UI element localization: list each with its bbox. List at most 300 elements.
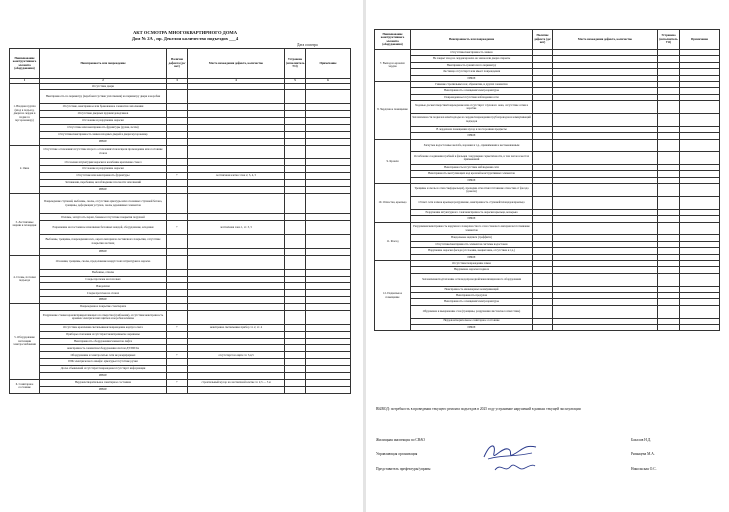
note-cell [306,145,351,159]
signatory-name-2: Рязанцева М.А. [631,452,655,456]
defect-cell: ИНОЕ [40,386,167,393]
section-name: 2. Окна [10,145,40,193]
defect-cell: Отсутствие, неисправное или бракованное элементов заполнения [40,104,167,111]
defect-cell: Разрушение/неисправность наружного поверхностного слоя стенового материала/отслаивание элементов [411,222,533,235]
note-cell [306,338,351,345]
presence-cell [167,83,188,90]
location-cell [188,235,285,249]
note-cell [306,221,351,235]
table-row [375,305,720,318]
location-cell: неисправна светильника прибор эт. 2, эт. 4 [188,324,285,331]
table-row [10,180,351,187]
header-presence: Наличие дефекта (да/нет) [167,49,188,79]
defect-cell: ИНОЕ [40,138,167,145]
presence-cell: + [167,173,188,180]
table-row [375,324,720,330]
defect-cell: Отсутствие/повреждение замка [411,261,533,267]
defect-cell: Неисправность/отсутствие наблюдения сети [411,165,533,171]
table-row [375,101,720,114]
presence-cell [167,248,188,255]
location-cell [188,111,285,118]
section-name: 3. Лестничные марши и площадки [10,193,40,255]
fixed-cell [285,111,306,118]
defect-cell: Неисправность выступающих над кровлей конструктивных элементов [411,171,533,177]
table-row [375,184,720,197]
fixed-cell [658,139,680,152]
defect-cell: Обрушение и выкрашение стен (трещины, разрушения листов/несоответствие) [411,305,533,318]
table-row [10,276,351,283]
presence-cell [167,104,188,111]
table-row [10,324,351,331]
presence-cell [167,180,188,187]
defect-cell: ИНОЕ [40,186,167,193]
note-cell [306,248,351,255]
note-cell [680,197,720,210]
table-row [10,124,351,131]
fixed-cell [285,290,306,297]
defect-cell: Разрешение на постоянное изношение бетонных каждой, оборудование, кладовки [40,221,167,235]
note-cell [306,90,351,104]
location-cell [188,83,285,90]
note-cell [680,324,720,330]
table-row [10,297,351,304]
location-cell [188,359,285,366]
table-row [375,273,720,286]
col-number: 2 [40,79,167,84]
location-cell [188,131,285,138]
location-cell [553,152,658,165]
document-title [60,30,310,42]
col-number: 5 [285,79,306,84]
defect-cell: ИНОЕ [40,248,167,255]
presence-cell [167,359,188,366]
fixed-cell [285,331,306,338]
defect-cell: ИНОЕ [411,254,533,260]
defect-cell: Оголения, трещины, сколы, продолжение вокругслоях штукатурки и окраска [40,255,167,269]
fixed-cell [285,297,306,304]
defect-cell: Гниение стропильных ног, обрешетки, и других элементов [411,81,533,87]
presence-cell [167,290,188,297]
fixed-cell [285,352,306,359]
presence-cell [167,269,188,276]
table-row [10,248,351,255]
location-cell [188,180,285,187]
defect-cell: Нарушение окраски фасада (отслоение, выцветание, отсутствие и т.д.) [411,248,533,254]
fixed-cell [285,221,306,235]
defect-cell: Неисправность по периметру (перебоиотсуствие уплотнения) на периметру двери и коробки [40,90,167,104]
section-name: 6. Санитарное состояние [10,379,40,393]
header-note: Примечание [306,49,351,79]
note-cell [306,345,351,352]
location-cell [553,273,658,286]
defect-cell: ИНОЕ [40,373,167,380]
location-cell [553,139,658,152]
col-number: 6 [306,79,351,84]
presence-cell [167,386,188,393]
note-cell [306,214,351,221]
defect-cell: Неисправность освещения/электроарматуры [411,88,533,94]
fixed-cell [285,366,306,373]
fixed-cell [285,276,306,283]
presence-cell [167,283,188,290]
defect-cell: Отсутствие крепления светильников/повреждение корпуса света [40,324,167,331]
fixed-cell [285,83,306,90]
location-cell [188,193,285,214]
fixed-cell [658,113,680,126]
presence-cell [167,193,188,214]
presence-cell [533,113,553,126]
defect-cell: Отсвет сети и ямок крыльца/разрушение, неисправность ступеней/площадок/крыльца [411,197,533,210]
presence-cell [167,90,188,104]
defect-cell: ИНОЕ [411,324,533,330]
conclusion-text: ВЫВОД: потребность в проведении текущего ремонта подъездов в 2025 году устранение нарушений в рамках текущей эксплуатации [376,407,581,411]
signatory-role-3: Представитель префектуры/управы [376,467,431,471]
defect-cell: Отсутствие двери [40,83,167,90]
defect-cell: Отсутствие или неисправность фурнитуры (ручки, петли) [40,124,167,131]
note-cell [306,304,351,311]
presence-cell [533,184,553,197]
note-cell [306,386,351,393]
defect-cell: Ослабление соединения гребней и фальцев / нарушение герметичности, в том числе в местах примыканий [411,152,533,165]
header-fixed: Устранено (исполнитель УО) [658,30,680,50]
defect-cell: Захламленности подвалов или/подходы на чердак/повреждения трубопроводов и коммуникаций подходов [411,113,533,126]
location-cell [188,290,285,297]
title-line-2: Дом № 2А , пр. Декелон количество подъездов ___4 [131,36,239,41]
note-cell [306,186,351,193]
defect-cell: Следы протечек на стенах [40,290,167,297]
location-cell [188,331,285,338]
table-row [10,359,351,366]
header-defect: Неисправность или повреждение [411,30,533,50]
location-cell [188,297,285,304]
location-cell [188,338,285,345]
table-row [10,138,351,145]
defect-cell: Неисправность инженерных коммуникаций [411,286,533,292]
presence-cell [167,145,188,159]
defect-cell: Неисправность оборудования/элементов лифта [40,338,167,345]
location-cell [553,184,658,197]
presence-cell: + [167,379,188,386]
presence-cell [167,338,188,345]
fixed-cell [658,324,680,330]
inspection-date-label: Дата осмотра [297,43,318,47]
defect-cell: Неисправность освещения/электроарматуры [411,299,533,305]
fixed-cell [285,124,306,131]
section-name: 10. Отмостка, крыльцо [375,184,411,222]
table-row [375,152,720,165]
presence-cell [167,124,188,131]
header-note: Примечание [680,30,720,50]
defect-cell: В чердачном помещении мусор и посторонние предметы [411,126,533,132]
title-line-1: АКТ ОСМОТРА МНОГОКВАРТИРНОГО ДОМА [132,30,238,35]
fixed-cell [285,248,306,255]
defect-cell: Вандальные надписи (граффити) [411,235,533,241]
location-cell [188,304,285,311]
header-fixed: Устранено (исполнитель УО) [285,49,306,79]
table-row [10,338,351,345]
section-name: 1. Входная группа (вход в подъезд, двери на чердак в подвал в мусорокамеру) [10,83,40,145]
note-cell [306,111,351,118]
defect-cell: неисправность элементов/оборудования систем ДУ/ППЗА [40,345,167,352]
table-row [10,90,351,104]
presence-cell [533,139,553,152]
table-row [10,235,351,249]
table-row [10,214,351,221]
fixed-cell [285,235,306,249]
table-row [375,197,720,210]
defect-cell: Не закрыт вход на чердак/кровлю на замок или двери открыты [411,56,533,62]
table-row [10,166,351,173]
signatory-name-3: Никольская О.С. [631,467,657,471]
fixed-cell [285,359,306,366]
defect-cell: ИНОЕ [40,297,167,304]
defect-cell: Ходовые доски/отверстия/повреждение или отсутствует слухового окна, отсутствие сетки в коробке [411,101,533,114]
header-element: Наименование конструктивного элемента (оборудования) [375,30,411,50]
defect-cell: Нарушение окраски подвала [411,267,533,273]
defect-cell: Отсутствие/неисправность замков [411,50,533,56]
fixed-cell [285,173,306,180]
note-cell [306,331,351,338]
presence-cell [167,297,188,304]
location-cell: лестничная клетка этаж 2, 3, 4, 5 [188,173,285,180]
table-row [375,222,720,235]
section-name: 9. Кровля [375,139,411,184]
location-cell [188,366,285,373]
section-name: 4. Стены, потолки подъезда [10,255,40,303]
header-presence: Наличие дефекта (да/нет) [533,30,553,50]
location-cell [188,186,285,193]
note-cell [680,139,720,152]
header-element: Наименование конструктивного элемента (оборудования) [10,49,40,79]
presence-cell [533,273,553,286]
note-cell [306,83,351,90]
defect-cell: Неудовлетворительное санитарное состояние [411,318,533,324]
defect-cell: Повреждение ступеней, выбоины, сколы, отсутствие арматуры или оголенных ступеней бетона, трещины, деформация уступов, сколы деревянных элементов [40,193,167,214]
presence-cell: + [167,221,188,235]
defect-cell: Следы протечек на потолках [40,276,167,283]
table-row [10,345,351,352]
defect-cell: Неисправность гранитоля по периметру [411,62,533,68]
table-row [10,131,351,138]
fixed-cell [285,379,306,386]
presence-cell [167,304,188,311]
fixed-cell [285,159,306,166]
note-cell [306,373,351,380]
location-cell [553,101,658,114]
presence-cell [167,166,188,173]
defect-cell: ИНОЕ [411,216,533,222]
note-cell [306,180,351,187]
defect-cell: Разрушение штукатурного слоя/неисправность окраски крыльца, козырька [411,209,533,215]
location-cell [553,305,658,318]
fixed-cell [658,222,680,235]
location-cell [553,324,658,330]
fixed-cell [285,269,306,276]
header-defect: Неисправность или повреждение [40,49,167,79]
note-cell [680,222,720,235]
col-number: 4 [188,79,285,84]
fixed-cell [285,324,306,331]
table-row [10,310,351,324]
defect-cell: Приборы отопления отсутствуют/неисправны/не окрашены [40,331,167,338]
defect-cell: Отсутствие/неисправность замков входных дверей в двери мусорокамер [40,131,167,138]
presence-cell [533,197,553,210]
signatory-role-2: Управляющая организация [376,452,418,456]
defect-cell: ИНОЕ [411,177,533,183]
defect-cell: Оборудование и электросетью сети не резервуарных [40,352,167,359]
note-cell [306,366,351,373]
presence-cell [167,111,188,118]
table-row [10,111,351,118]
section-name: 7. Выход на кровлю/чердак [375,50,411,82]
note-cell [306,235,351,249]
section-name: 12. Подвальное помещение [375,261,411,331]
section-name: 5. Оборудование системами электроснабжения [10,304,40,380]
presence-cell: + [167,352,188,359]
table-row [10,117,351,124]
defect-cell: Трещины и сколы в отмостке(крыльцах), провадки отмостки/отставание отмостки от фасада (цоколя) [411,184,533,197]
signatory-role-1: Жилищная инспекция по СВАО [376,438,425,442]
table-row [10,145,351,159]
presence-cell [167,310,188,324]
defect-cell: Загнутые водосточные желоба, воронки и т.д., прижимания к нестыкованным [411,139,533,152]
presence-cell [167,131,188,138]
location-cell: лестничная зона 1, эт. 3, 5 [188,221,285,235]
table-row [10,290,351,297]
fixed-cell [285,338,306,345]
fixed-cell [285,104,306,111]
presence-cell [167,255,188,269]
note-cell [306,359,351,366]
location-cell [188,159,285,166]
note-cell [306,173,351,180]
note-cell [306,159,351,166]
fixed-cell [285,373,306,380]
note-cell [306,297,351,304]
location-cell [553,197,658,210]
fixed-cell [285,193,306,214]
fixed-cell [285,131,306,138]
fixed-cell [285,180,306,187]
fixed-cell [658,101,680,114]
location-cell [188,373,285,380]
fixed-cell [285,166,306,173]
note-cell [680,152,720,165]
defect-cell: ИНОЕ [411,133,533,139]
section-name: 8. Чердачное помещение [375,81,411,139]
location-cell [188,138,285,145]
note-cell [306,193,351,214]
fixed-cell [285,255,306,269]
location-cell [188,90,285,104]
table-row [10,186,351,193]
col-number: 1 [10,79,40,84]
presence-cell: + [167,324,188,331]
fixed-cell [285,117,306,124]
fixed-cell [658,197,680,210]
location-cell [188,166,285,173]
fixed-cell [285,214,306,221]
presence-cell [167,373,188,380]
note-cell [306,310,351,324]
table-row [375,139,720,152]
fixed-cell [285,145,306,159]
note-cell [306,138,351,145]
location-cell [553,222,658,235]
note-cell [306,117,351,124]
defect-cell: Отсутствие дверных пружин/доводчиков [40,111,167,118]
defect-cell: Поврежденное покрытие стен/перила [40,304,167,311]
table-row [10,366,351,373]
handwritten-signature [493,460,537,476]
defect-cell: Выбоины, трещины, повреждения всех, окраса материала лестничного покрытия, отсутствие покрытия лестниц [40,235,167,249]
note-cell [306,276,351,283]
table-row [10,159,351,166]
presence-cell [533,222,553,235]
location-cell [188,214,285,221]
note-cell [306,131,351,138]
note-cell [306,324,351,331]
note-cell [680,101,720,114]
signatory-name-1: Бахалов Н.Д. [631,438,652,442]
presence-cell [167,214,188,221]
table-row [10,83,351,90]
table-row [375,113,720,126]
right-inspection-table [374,29,720,331]
fixed-cell [658,152,680,165]
fixed-cell [285,90,306,104]
presence-cell [533,101,553,114]
location-cell: строительный мусор на лестничной клетке эт. 2,3 — 5 и [188,379,285,386]
presence-cell [167,117,188,124]
location-cell: отсутствует на щите эт. 3,4,5 [188,352,285,359]
presence-cell [167,366,188,373]
table-row [10,373,351,380]
location-cell [553,113,658,126]
defect-cell: Отслоение штукатурки/окраски и колебание крепление стекол [40,159,167,166]
presence-cell [167,186,188,193]
presence-cell [533,324,553,330]
defect-cell: Изломы, загнутость перил, бежевое/отсутствие покрытия поручней [40,214,167,221]
defect-cell: Отслоение и разрушение окраски [40,166,167,173]
location-cell [188,255,285,269]
presence-cell [167,345,188,352]
note-cell [680,273,720,286]
table-row [10,283,351,290]
note-cell [680,113,720,126]
note-cell [680,184,720,197]
defect-cell: Неудовлетворительное санитарное состояние [40,379,167,386]
header-location: Место нахождения дефекта, количество [188,49,285,79]
location-cell [188,248,285,255]
note-cell [306,352,351,359]
location-cell [188,310,285,324]
defect-cell: Отслоение и разрушение окраски [40,117,167,124]
fixed-cell [285,345,306,352]
table-row [10,352,351,359]
presence-cell [167,331,188,338]
presence-cell [167,276,188,283]
defect-cell: Отсутствие/неисправность элементов системы водостоков [411,241,533,247]
presence-cell [533,305,553,318]
presence-cell [167,138,188,145]
table-row [10,104,351,111]
defect-cell: Неисправность продухов [411,292,533,298]
note-cell [306,290,351,297]
defect-cell: ИЗК электрического шкафа/ арматуры/отсутствие ручки [40,359,167,366]
presence-cell [533,152,553,165]
section-name: 11. Фасад [375,222,411,260]
